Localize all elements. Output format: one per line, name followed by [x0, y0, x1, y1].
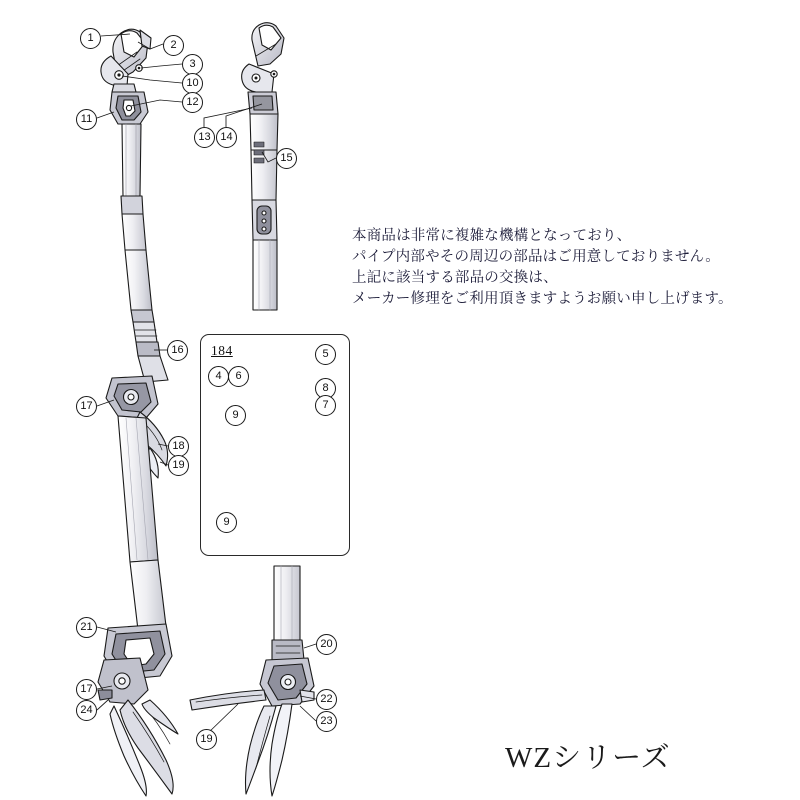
- callout-10: 10: [182, 73, 203, 94]
- callout-3: 3: [182, 54, 203, 75]
- callout-23: 23: [316, 711, 337, 732]
- inset-part-code: 184: [211, 343, 233, 358]
- callout-6: 6: [228, 366, 249, 387]
- callout-9: 9: [225, 405, 246, 426]
- series-label: WZシリーズ: [505, 742, 671, 774]
- callout-18: 18: [168, 436, 189, 457]
- callout-22: 22: [316, 689, 337, 710]
- note-line-1: 本商品は非常に複雑な機構となっており、: [352, 228, 632, 244]
- callout-9b: 9: [216, 512, 237, 533]
- note-line-4: メーカー修理をご利用頂きますようお願い申し上げます。: [352, 291, 733, 307]
- callout-1: 1: [80, 28, 101, 49]
- callout-11: 11: [76, 109, 97, 130]
- callout-20: 20: [316, 634, 337, 655]
- callout-19: 19: [168, 455, 189, 476]
- maintenance-note: [352, 226, 742, 310]
- callout-8: 8: [315, 378, 336, 399]
- note-line-3: 上記に該当する部品の交換は、: [352, 270, 558, 286]
- callout-19b: 19: [196, 729, 217, 750]
- callout-16: 16: [167, 340, 188, 361]
- callout-14: 14: [216, 127, 237, 148]
- callout-7: 7: [315, 395, 336, 416]
- callout-13: 13: [194, 127, 215, 148]
- callout-17b: 17: [76, 679, 97, 700]
- callout-15: 15: [276, 148, 297, 169]
- callout-5: 5: [315, 344, 336, 365]
- callout-17: 17: [76, 396, 97, 417]
- callout-24: 24: [76, 700, 97, 721]
- callout-21: 21: [76, 617, 97, 638]
- callout-12: 12: [182, 92, 203, 113]
- callout-2: 2: [163, 35, 184, 56]
- note-line-2: パイプ内部やその周辺の部品はご用意しておりません。: [352, 249, 720, 265]
- callout-4: 4: [208, 366, 229, 387]
- left-tool-assembly: [98, 29, 178, 796]
